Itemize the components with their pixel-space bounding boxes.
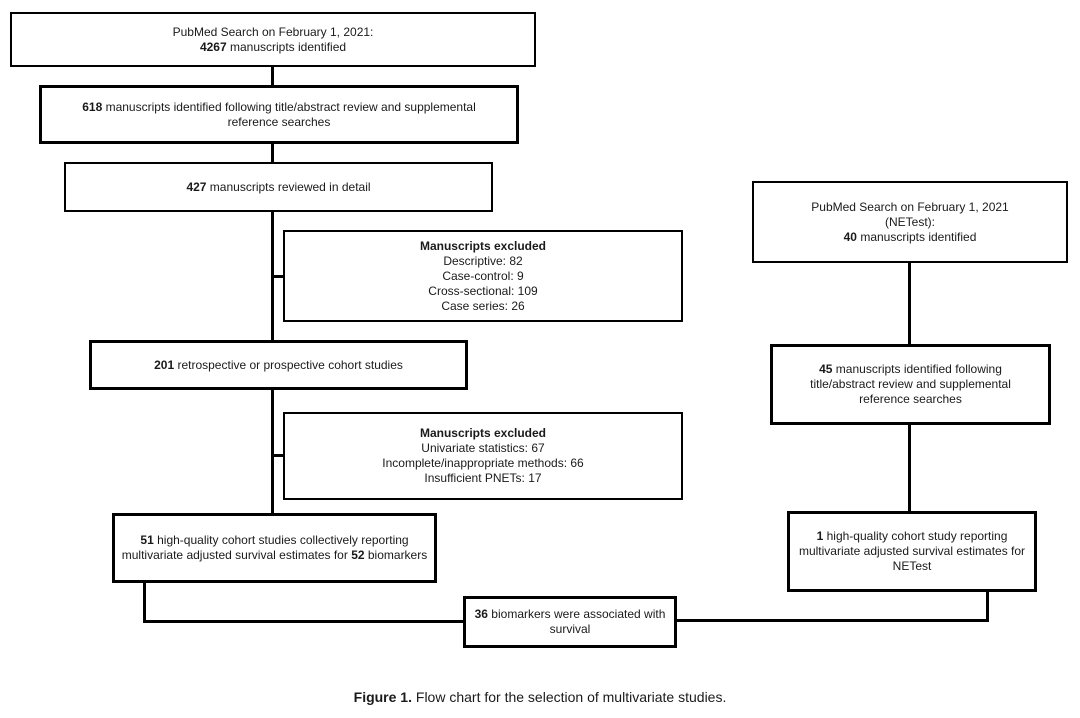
box-manuscripts-excluded-1	[283, 230, 683, 322]
high-quality-label-end: biomarkers	[364, 548, 428, 562]
connector-main-1to2	[271, 67, 274, 85]
reviewed-detail-text	[66, 180, 491, 195]
high-quality-count: 51	[140, 533, 154, 547]
excluded2-item: Incomplete/inappropriate methods: 66	[382, 456, 584, 470]
excluded2-item: Univariate statistics: 67	[421, 441, 545, 455]
excluded1-item: Case-control: 9	[442, 268, 524, 283]
cohort-studies-text	[92, 358, 465, 373]
figure-caption-number: Figure 1.	[353, 689, 412, 705]
box-netest-high-quality-study	[787, 511, 1037, 592]
netest-study-count: 1	[816, 529, 824, 543]
connector-main-2to3	[271, 144, 274, 162]
netest-review-label: manuscripts identified following title/abstract review and supplemental reference searches	[810, 362, 1011, 406]
connector-netest-9to10	[908, 425, 911, 511]
netest-search-line3	[754, 230, 1066, 245]
netest-search-line2: (NETest):	[884, 214, 935, 229]
connector-netest-8to9	[908, 263, 911, 344]
box-netest-title-abstract-review	[770, 344, 1051, 425]
box-high-quality-studies	[112, 513, 437, 583]
pubmed-main-count-label: manuscripts identified	[226, 39, 347, 54]
reviewed-detail-count: 427	[186, 179, 207, 194]
connector-left-down	[143, 583, 146, 622]
excluded2-item: Insufficient PNETs: 17	[424, 471, 542, 485]
biomarkers-label: biomarkers were associated with survival	[487, 607, 666, 636]
box-manuscripts-excluded-2	[283, 412, 683, 500]
connector-right-down	[986, 592, 989, 622]
box-title-abstract-review	[39, 85, 519, 144]
excluded1-item: Case series: 26	[441, 298, 525, 313]
title-abstract-text	[72, 100, 486, 130]
biomarkers-text	[472, 607, 668, 637]
connector-main-5to7	[271, 390, 274, 513]
reviewed-detail-label: manuscripts reviewed in detail	[206, 179, 371, 194]
excluded1-item: Descriptive: 82	[443, 253, 523, 268]
excluded1-item: Cross-sectional: 109	[428, 283, 538, 298]
title-abstract-label: manuscripts identified following title/abstract review and supplemental reference searches	[102, 99, 476, 129]
figure-caption	[0, 688, 1080, 706]
netest-study-label: high-quality cohort study reporting multivariate adjusted survival estimates for NETest	[798, 529, 1026, 573]
connector-right-to-merge	[677, 619, 989, 622]
box-pubmed-search-main	[10, 12, 536, 67]
connector-left-to-merge	[143, 620, 465, 623]
netest-review-count: 45	[819, 362, 833, 376]
pubmed-main-line2	[12, 40, 534, 55]
netest-search-count: 40	[843, 229, 857, 244]
box-pubmed-search-netest	[752, 181, 1068, 263]
excluded1-header: Manuscripts excluded	[419, 238, 547, 253]
title-abstract-count: 618	[82, 99, 103, 114]
excluded2-header: Manuscripts excluded	[419, 426, 547, 440]
biomarkers-count: 36	[474, 607, 488, 621]
biomarker-count: 52	[351, 548, 365, 562]
netest-search-count-label: manuscripts identified	[856, 229, 977, 244]
netest-review-text	[798, 362, 1023, 407]
cohort-studies-count: 201	[154, 357, 175, 372]
netest-search-line1: PubMed Search on February 1, 2021	[811, 199, 1009, 214]
box-reviewed-detail	[64, 162, 493, 212]
pubmed-main-line1: PubMed Search on February 1, 2021:	[172, 24, 374, 39]
box-cohort-studies	[89, 340, 468, 390]
figure-caption-text: Flow chart for the selection of multivariate studies.	[412, 689, 727, 705]
netest-study-text	[792, 529, 1032, 574]
high-quality-label-mid: high-quality cohort studies collectively reporting multivariate adjusted survival estimates for	[121, 533, 409, 562]
high-quality-text	[117, 533, 432, 563]
box-biomarkers-survival	[463, 596, 677, 648]
cohort-studies-label: retrospective or prospective cohort studies	[174, 357, 403, 372]
pubmed-main-count: 4267	[199, 39, 227, 54]
